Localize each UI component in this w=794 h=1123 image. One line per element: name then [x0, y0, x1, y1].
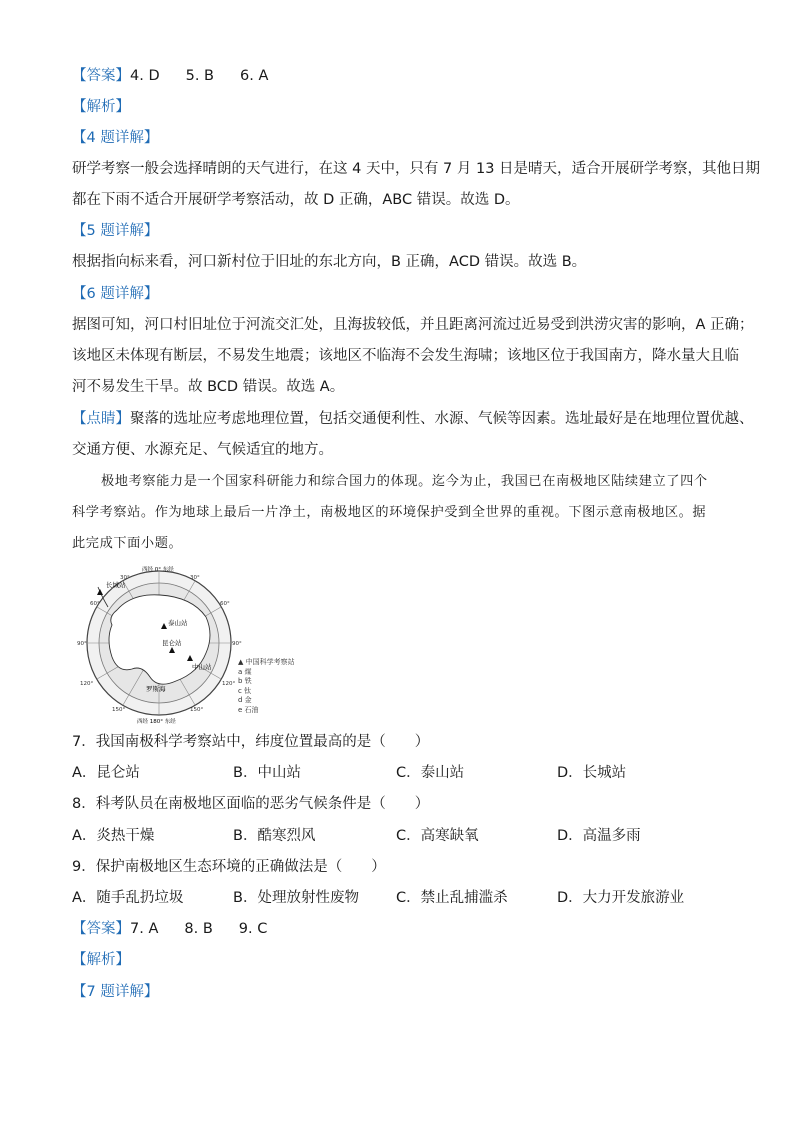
legend-item: a 煤 [238, 667, 252, 676]
place-label: 长城站 [106, 581, 126, 589]
point-text-line: 交通方便、水源充足、气候适宜的地方。 [72, 442, 333, 458]
map-bottom-label: 西经 180° 东经 [137, 719, 176, 725]
intro-line: 科学考察站。作为地球上最后一片净土，南极地区的环境保护受到全世界的重视。下图示意南极地区。据 [72, 505, 707, 520]
lon-label: 150° [190, 707, 204, 713]
lon-label: 60° [90, 601, 100, 607]
legend-item: d 金 [238, 696, 252, 704]
answer-line-1 [72, 66, 268, 86]
option-8b: B．酷寒烈风 [233, 828, 316, 844]
analysis-tag: 【解析】 [72, 99, 130, 115]
answer-4: 4. D [130, 68, 160, 84]
answer-tag: 【答案】 [72, 921, 130, 937]
legend-item: ▲ 中国科学考察站 [238, 658, 295, 666]
option-7b: B．中山站 [233, 765, 301, 781]
answer-6: 6. A [240, 68, 269, 84]
lon-label: 90° [77, 641, 87, 647]
option-9b: B．处理放射性废物 [233, 890, 359, 906]
place-label: 昆仑站 [162, 639, 182, 647]
lon-label: 30° [120, 575, 130, 581]
option-9c: C．禁止乱捕滥杀 [396, 890, 508, 906]
question-stem-7: 7．我国南极科学考察站中，纬度位置最高的是（ ） [72, 734, 430, 750]
lon-label: 90° [232, 641, 242, 647]
option-9a: A．随手乱扔垃圾 [72, 890, 184, 906]
lon-label: 150° [112, 707, 126, 713]
q4-detail-tag: 【4 题详解】 [72, 130, 159, 146]
q6-text-line: 河不易发生干旱。故 BCD 错误。故选 A。 [72, 379, 345, 395]
q6-detail-tag: 【6 题详解】 [72, 286, 159, 302]
q6-text-line: 据图可知，河口村旧址位于河流交汇处，且海拔较低，并且距离河流过近易受到洪涝灾害的影响，A 正确； [72, 317, 754, 333]
question-stem-9: 9．保护南极地区生态环境的正确做法是（ ） [72, 859, 386, 875]
option-7c: C．泰山站 [396, 765, 465, 781]
q5-text-line: 根据指向标来看，河口新村位于旧址的东北方向，B 正确，ACD 错误。故选 B。 [72, 254, 587, 270]
option-9d: D．大力开发旅游业 [557, 890, 685, 906]
map-top-label: 西经 0° 东经 [142, 567, 174, 573]
legend-item: c 钛 [238, 686, 252, 695]
q4-text-line: 研学考察一般会选择晴朗的天气进行，在这 4 天中，只有 7 月 13 日是晴天，适合开展研学考察，其他日期 [72, 161, 761, 177]
answer-line-2 [72, 919, 267, 939]
place-label: 泰山站 [168, 619, 188, 627]
option-7d: D．长城站 [557, 765, 627, 781]
analysis-tag-2: 【解析】 [72, 952, 130, 968]
lon-label: 120° [222, 681, 236, 687]
intro-line: 极地考察能力是一个国家科研能力和综合国力的体现。迄今为止，我国已在南极地区陆续建立了四个 [101, 474, 708, 489]
q5-detail-tag: 【5 题详解】 [72, 223, 159, 239]
answer-8: 8. B [184, 921, 213, 937]
intro-line: 此完成下面小题。 [72, 536, 183, 551]
option-8a: A．炎热干燥 [72, 828, 155, 844]
lon-label: 30° [190, 575, 200, 581]
question-stem-8: 8．科考队员在南极地区面临的恶劣气候条件是（ ） [72, 796, 430, 812]
place-label: 罗斯海 [146, 685, 166, 693]
legend-item: b 铁 [238, 677, 252, 685]
point-line-1 [72, 409, 754, 429]
answer-tag: 【答案】 [72, 68, 130, 84]
option-8c: C．高寒缺氧 [396, 828, 479, 844]
legend-item: e 石油 [238, 705, 259, 714]
map-legend [238, 658, 295, 715]
q4-text-line: 都在下雨不适合开展研学考察活动，故 D 正确，ABC 错误。故选 D。 [72, 192, 520, 208]
lon-label: 60° [220, 601, 230, 607]
q6-text-line: 该地区未体现有断层，不易发生地震；该地区不临海不会发生海啸；该地区位于我国南方，降水量大且临 [72, 348, 739, 364]
lon-label: 120° [80, 681, 94, 687]
option-7a: A．昆仑站 [72, 765, 140, 781]
point-tag: 【点睛】 [72, 411, 130, 427]
option-8d: D．高温多雨 [557, 828, 641, 844]
place-label: 中山站 [192, 663, 212, 671]
answer-7: 7. A [130, 921, 159, 937]
answer-5: 5. B [185, 68, 215, 84]
point-text: 聚落的选址应考虑地理位置，包括交通便利性、水源、气候等因素。选址最好是在地理位置优越、 [130, 411, 754, 427]
q7-detail-tag: 【7 题详解】 [72, 984, 159, 1000]
answer-9: 9. C [238, 921, 268, 937]
